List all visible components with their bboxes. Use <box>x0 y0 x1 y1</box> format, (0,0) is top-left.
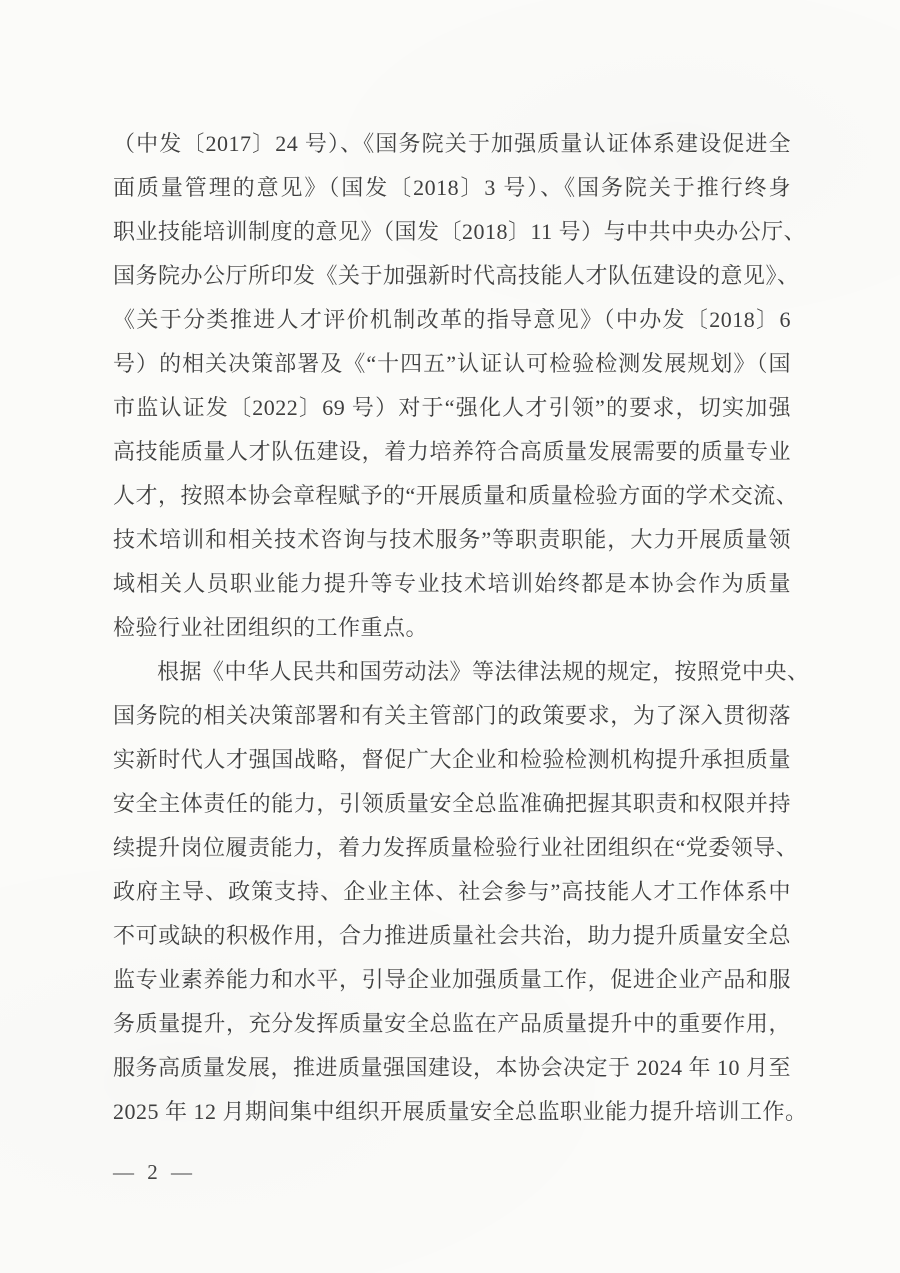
text-line: 高技能质量人才队伍建设，着力培养符合高质量发展需要的质量专业 <box>113 439 791 464</box>
text-line: 域相关人员职业能力提升等专业技术培训始终都是本协会作为质量 <box>113 571 791 596</box>
text-line: 实新时代人才强国战略，督促广大企业和检验检测机构提升承担质量 <box>113 747 791 772</box>
text-line: 国务院办公厅所印发《关于加强新时代高技能人才队伍建设的意见》、 <box>113 263 800 288</box>
text-line: 职业技能培训制度的意见》（国发〔2018〕11 号）与中共中央办公厅、 <box>113 219 807 244</box>
paragraph-1 <box>113 122 807 650</box>
text-line: （中发〔2017〕24 号）、《国务院关于加强质量认证体系建设促进全 <box>113 131 791 156</box>
text-line: 检验行业社团组织的工作重点。 <box>113 615 429 640</box>
text-line: 市监认证发〔2022〕69 号）对于“强化人才引领”的要求，切实加强 <box>113 395 791 420</box>
document-body <box>113 122 810 1134</box>
text-line: 政府主导、政策支持、企业主体、社会参与”高技能人才工作体系中 <box>113 879 791 904</box>
text-line: 人才，按照本协会章程赋予的“开展质量和质量检验方面的学术交流、 <box>113 483 799 508</box>
text-line: 服务高质量发展，推进质量强国建设，本协会决定于 2024 年 10 月至 <box>113 1055 792 1080</box>
text-line: 务质量提升，充分发挥质量安全总监在产品质量提升中的重要作用， <box>113 1011 791 1036</box>
text-line: 国务院的相关决策部署和有关主管部门的政策要求，为了深入贯彻落 <box>113 703 791 728</box>
text-line: 监专业素养能力和水平，引导企业加强质量工作，促进企业产品和服 <box>113 967 791 992</box>
text-line: 续提升岗位履责能力，着力发挥质量检验行业社团组织在“党委领导、 <box>113 835 799 860</box>
text-line: 2025 年 12 月期间集中组织开展质量安全总监职业能力提升培训工作。 <box>113 1099 808 1124</box>
text-line: 不可或缺的积极作用，合力推进质量社会共治，助力提升质量安全总 <box>113 923 791 948</box>
text-line: 《关于分类推进人才评价机制改革的指导意见》（中办发〔2018〕6 <box>113 307 791 332</box>
paragraph-2 <box>113 650 810 1134</box>
text-line: 号）的相关决策部署及《“十四五”认证认可检验检测发展规划》（国 <box>113 351 791 376</box>
page-number: — 2 — <box>113 1160 196 1184</box>
text-line: 技术培训和相关技术咨询与技术服务”等职责职能，大力开展质量领 <box>113 527 791 552</box>
text-line: 根据《中华人民共和国劳动法》等法律法规的规定，按照党中央、 <box>157 659 810 684</box>
text-line: 面质量管理的意见》（国发〔2018〕3 号）、《国务院关于推行终身 <box>113 175 791 200</box>
text-line: 安全主体责任的能力，引领质量安全总监准确把握其职责和权限并持 <box>113 791 791 816</box>
